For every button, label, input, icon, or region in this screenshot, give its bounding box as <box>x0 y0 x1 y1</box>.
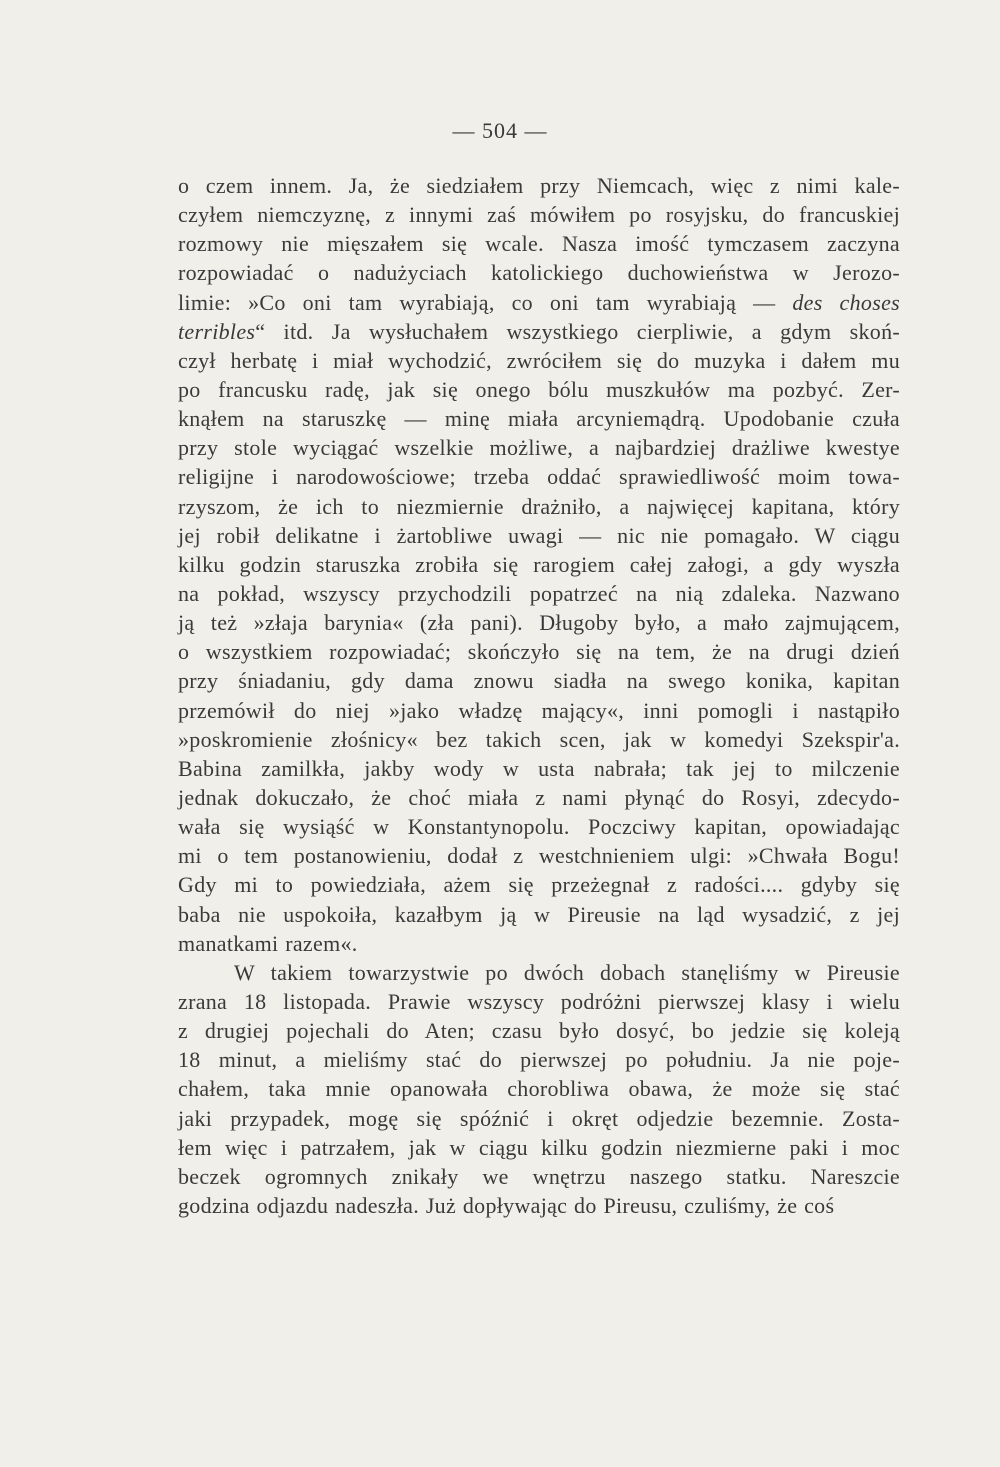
text-line: czyłem niemczyznę, z innymi zaś mówiłem po rosyjsku, do francuskiej <box>178 202 900 228</box>
text-line: beczek ogromnych znikały we wnętrzu naszego statku. Nareszcie <box>178 1163 900 1189</box>
text-line: baba nie uspokoiła, kazałbym ją w Pireusie na ląd wysadzić, z jej <box>178 901 900 927</box>
text-line: Gdy mi to powiedziała, ażem się przeżegnał z radości.... gdyby się <box>178 872 900 898</box>
text-line: 18 minut, a mieliśmy stać do pierwszej po południu. Ja nie poje- <box>178 1047 900 1073</box>
text-line: po francusku radę, jak się onego bólu muszkułów ma pozbyć. Zer- <box>178 376 900 402</box>
text-line: jaki przypadek, mogę się spóźnić i okręt odjedzie bezemnie. Zosta- <box>178 1105 900 1131</box>
page-number-header: — 504 — <box>452 118 548 143</box>
text-line: ją też »złaja barynia« (zła pani). Długoby było, a mało zajmującem, <box>178 610 900 636</box>
body-text <box>178 171 900 1220</box>
text-line: rozmowy nie mięszałem się wcale. Nasza imość tymczasem zaczyna <box>178 231 900 257</box>
text-line: terribles“ itd. Ja wysłuchałem wszystkiego cierpliwie, a gdym skoń- <box>178 318 900 344</box>
text-line: łem więc i patrzałem, jak w ciągu kilku godzin niezmierne paki i moc <box>178 1134 900 1160</box>
text-line: rzyszom, że ich to niezmiernie drażniło, a najwięcej kapitana, który <box>178 493 900 519</box>
text-line: knąłem na staruszkę — minę miała arcyniemądrą. Upodobanie czuła <box>178 406 900 432</box>
text-line: przy śniadaniu, gdy dama znowu siadła na swego konika, kapitan <box>178 668 900 694</box>
text-line: jej robił delikatne i żartobliwe uwagi — nic nie pomagało. W ciągu <box>178 522 900 548</box>
text-line: wała się wysiąść w Konstantynopolu. Poczciwy kapitan, opowiadając <box>178 814 900 840</box>
text-line: czył herbatę i miał wychodzić, zwróciłem się do muzyka i dałem mu <box>178 347 900 373</box>
text-line: kilku godzin staruszka zrobiła się rarogiem całej załogi, a gdy wyszła <box>178 551 900 577</box>
text-line: jednak dokuczało, że choć miała z nami płynąć do Rosyi, zdecydo- <box>178 784 900 810</box>
text-line: przemówił do niej »jako władzę mający«, inni pomogli i nastąpiło <box>178 697 900 723</box>
text-line: manatkami razem«. <box>178 930 358 956</box>
text-line: przy stole wyciągać wszelkie możliwe, a najbardziej drażliwe kwestye <box>178 435 900 461</box>
paragraph <box>178 958 900 1220</box>
text-line: Babina zamilkła, jakby wody w usta nabrała; tak jej to milczenie <box>178 755 900 781</box>
text-line: chałem, taka mnie opanowała chorobliwa obawa, że może się stać <box>178 1076 900 1102</box>
text-line: mi o tem postanowieniu, dodał z westchnieniem ulgi: »Chwała Bogu! <box>178 843 900 869</box>
paragraph <box>178 171 900 958</box>
text-line: religijne i narodowościowe; trzeba oddać sprawiedliwość moim towa- <box>178 464 900 490</box>
text-line: W takiem towarzystwie po dwóch dobach stanęliśmy w Pireusie <box>234 959 900 985</box>
text-line: »poskromienie złośnicy« bez takich scen, jak w komedyi Szekspir'a. <box>178 726 900 752</box>
text-line: na pokład, wszyscy przychodzili popatrzeć na nią zdaleka. Nazwano <box>178 580 900 606</box>
text-line: godzina odjazdu nadeszła. Już dopływając do Pireusu, czuliśmy, że coś <box>178 1192 835 1218</box>
text-line: zrana 18 listopada. Prawie wszyscy podróżni pierwszej klasy i wielu <box>178 988 900 1014</box>
text-line: o czem innem. Ja, że siedziałem przy Niemcach, więc z nimi kale- <box>178 173 900 198</box>
text-line: o wszystkiem rozpowiadać; skończyło się na tem, że na drugi dzień <box>178 639 900 665</box>
text-line: z drugiej pojechali do Aten; czasu było dosyć, bo jedzie się koleją <box>178 1018 900 1044</box>
text-line: rozpowiadać o nadużyciach katolickiego duchowieństwa w Jerozo- <box>178 260 900 286</box>
text-line: limie: »Co oni tam wyrabiają, co oni tam wyrabiają — des choses <box>178 289 900 315</box>
